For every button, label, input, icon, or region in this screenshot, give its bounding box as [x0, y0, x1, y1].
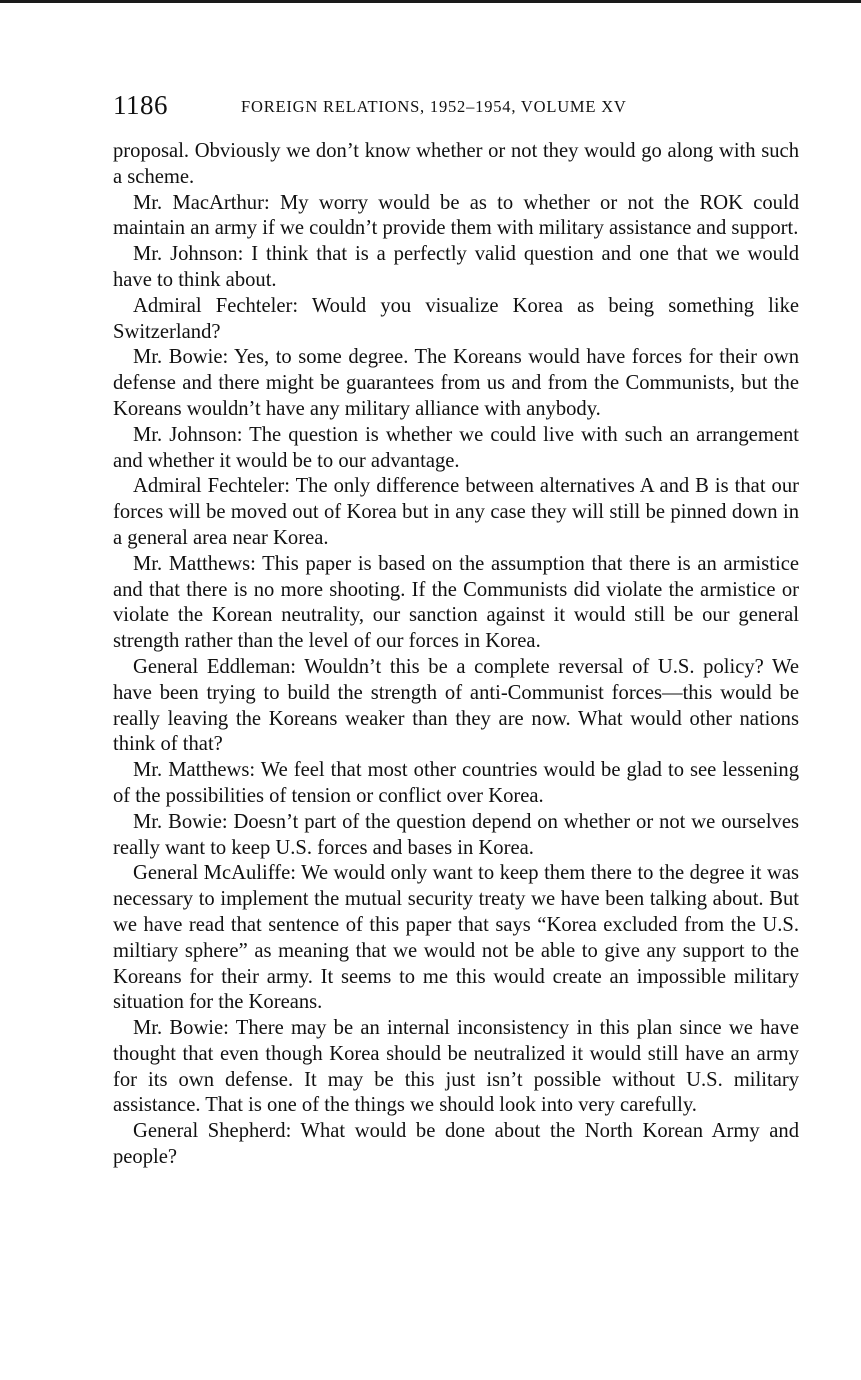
body-text: [113, 139, 799, 1171]
paragraph-matthews: Mr. Matthews: We feel that most other countries would be glad to see lessening of the possibilities of tension or conflict over Korea.: [113, 759, 799, 807]
paragraph-shepherd: General Shepherd: What would be done about the North Korean Army and people?: [113, 1120, 799, 1169]
page-top-edge: [0, 0, 861, 3]
page-number: 1186: [113, 90, 168, 120]
paragraph-bowie: Mr. Bowie: There may be an internal inconsistency in this plan since we have thought that even though Korea should be neutralized it would still have an army for its own defense. It may be this just isn’t possible without U.S. military assistance. That is one of the things we should look into very carefully.: [113, 1017, 799, 1117]
paragraph-fechteler: Admiral Fechteler: The only difference between alternatives A and B is that our forces will be moved out of Korea but in any case they will still be pinned down in a general area near Korea.: [113, 475, 799, 549]
paragraph-bowie: Mr. Bowie: Yes, to some degree. The Koreans would have forces for their own defense and there might be guarantees from us and from the Communists, but the Koreans wouldn’t have any military alliance with anybody.: [113, 346, 799, 420]
paragraph-continued: proposal. Obviously we don’t know whether or not they would go along with such a scheme.: [113, 140, 799, 188]
paragraph-johnson: Mr. Johnson: The question is whether we could live with such an arrangement and whether it would be to our advantage.: [113, 423, 799, 472]
paragraph-fechteler: Admiral Fechteler: Would you visualize Korea as being something like Switzerland?: [113, 294, 799, 343]
paragraph-macarthur: Mr. MacArthur: My worry would be as to whether or not the ROK could maintain an army if we couldn’t provide them with military assistance and support.: [113, 191, 799, 240]
paragraph-mcauliffe: General McAuliffe: We would only want to keep them there to the degree it was necessary to implement the mutual security treaty we have been talking about. But we have read that sentence of this paper that says “Korea excluded from the U.S. miltiary sphere” as meaning that we would not be able to give any support to the Koreans for their army. It seems to me this would create an impossible military situation for the Koreans.: [113, 862, 799, 1014]
paragraph-bowie: Mr. Bowie: Doesn’t part of the question depend on whether or not we ourselves really want to keep U.S. forces and bases in Korea.: [113, 810, 799, 859]
paragraph-matthews: Mr. Matthews: This paper is based on the assumption that there is an armistice and that there is no more shooting. If the Communists did violate the armistice or violate the Korean neutrality, our sanction against it would still be our general strength rather than the level of our forces in Korea.: [113, 552, 799, 653]
running-header: [113, 88, 799, 124]
paragraph-johnson: Mr. Johnson: I think that is a perfectly valid question and one that we would have to think about.: [113, 243, 799, 291]
running-header-title: FOREIGN RELATIONS, 1952–1954, VOLUME XV: [241, 97, 627, 116]
document-page: [113, 88, 799, 1171]
paragraph-eddleman: General Eddleman: Wouldn’t this be a complete reversal of U.S. policy? We have been trying to build the strength of anti-Communist forces—this would be really leaving the Koreans weaker than they are now. What would other nations think of that?: [113, 655, 799, 756]
